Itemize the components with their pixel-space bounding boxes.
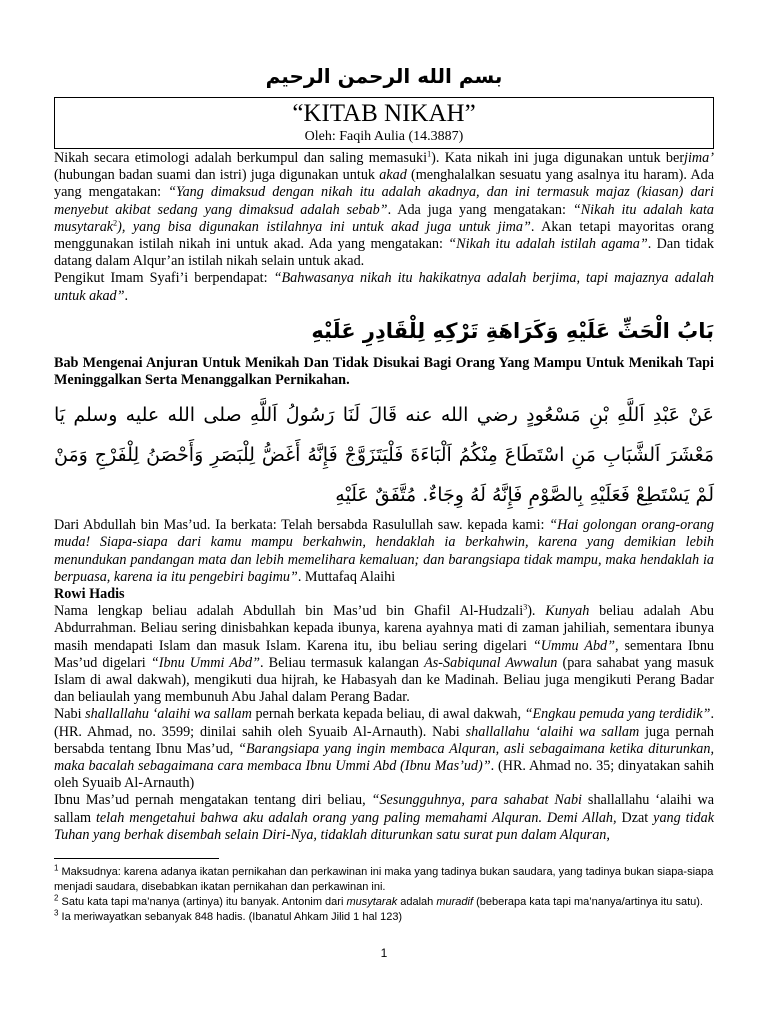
footnote-ref-2[interactable]: 2 xyxy=(113,218,118,228)
arabic-chapter-heading: بَابُ الْحَثِّ عَلَيْهِ وَكَرَاهَةِ تَرْكِهِ لِلْقَادِرِ عَلَيْهِ xyxy=(311,318,714,343)
text-run: (para sahabat yang masuk Islam di awal dakwah), mengikuti dua hijrah, ke Habasyah dan ke Madinah. Beliau juga mengikuti Perang Badar dan beliaulah yang membunuh Abu Jahal dalam Perang Badar. xyxy=(54,654,714,706)
text-run: . (HR. Ahmad no. 35; dinyatakan sahih oleh Syuaib Al-Arnauth) xyxy=(54,758,714,792)
rowi-paragraph-1 xyxy=(54,603,714,706)
italic-term: muradif xyxy=(436,896,474,908)
italic-quote: “Yang dimaksud dengan nikah itu adalah akadnya, dan ini termasuk majaz (kiasan) dari menyebut akibat sedang yang dimaksud adalah sebab” xyxy=(54,184,714,218)
italic-quote: “Bahwasanya nikah itu hakikatnya adalah berjima, tapi majaznya adalah untuk akad” xyxy=(54,270,714,304)
italic-quote: “Nikah itu adalah kata musytarak xyxy=(54,201,715,235)
footnote-1 xyxy=(54,865,714,895)
text-run: Nikah secara etimologi adalah berkumpul dan saling memasuki xyxy=(54,150,428,166)
italic-quote: “Hai golongan orang-orang muda! Siapa-siapa dari kamu mampu berkahwin, hendaklah ia berkahwin, karena yang demikian lebih menundukan pandangan mata dan lebih memelihara kemaluan; dan barangsiapa tidak mampu, maka hendaklah ia berpuasa, karena ia itu pengebiri bagimu” xyxy=(54,517,714,585)
italic-quote: ), yang bisa digunakan istilahnya ini untuk akad juga untuk jima” xyxy=(117,218,531,235)
footnote-text: Satu kata tapi ma’nanya (artinya) itu banyak. Antonim dari xyxy=(58,896,347,908)
italic-term: akad xyxy=(379,167,407,184)
italic-quote: “Nikah itu adalah istilah agama” xyxy=(448,236,648,253)
footnote-text: Ia meriwayatkan sebanyak 848 hadis. (Ibanatul Ahkam Jilid 1 hal 123) xyxy=(58,911,403,923)
text-run: Dzat xyxy=(616,809,654,826)
text-run: , sementara Ibnu Mas’ud digelari xyxy=(54,637,715,671)
text-run: Dari Abdullah bin Mas’ud. Ia berkata: Telah bersabda Rasulullah saw. kepada kami: xyxy=(54,517,550,534)
footnotes-section xyxy=(54,858,714,925)
footnote-number: 2 xyxy=(54,893,59,903)
footnote-text: adalah xyxy=(397,896,437,908)
text-run: . (HR. Ahmad, no. 3599; dinilai sahih oleh Syuaib Al-Arnauth). Nabi xyxy=(54,706,714,740)
arabic-hadith-text: عَنْ عَبْدِ اَللَّهِ بْنِ مَسْعُودٍ رضي الله عنه قَالَ لَنَا رَسُولُ اَللَّهِ صلى الله عليه وسلم يَا مَعْشَرَ اَلشَّبَابِ مَنِ اسْتَطَاعَ مِنْكُمُ اَلْبَاءَةَ فَلْيَتَزَوَّجْ فَإِنَّهُ أَغَضُّ لِلْبَصَرِ وَأَحْصَنُ لِلْفَرْجِ وَمَنْ لَمْ يَسْتَطِعْ فَعَلَيْهِ بِالصَّوْمِ فَإِنَّهُ لَهُ وِجَاءٌ. مُتَّفَقٌ عَلَيْهِ xyxy=(54,404,714,507)
rowi-paragraph-3 xyxy=(54,792,714,844)
footnote-number: 3 xyxy=(54,908,59,918)
italic-term: shallallahu ‘alaihi wa sallam xyxy=(465,723,640,740)
footnote-2 xyxy=(54,895,714,910)
text-run: . xyxy=(124,287,129,304)
italic-term: “Ummu Abd” xyxy=(532,637,616,654)
text-run: . Muttafaq Alaihi xyxy=(297,568,396,585)
footnote-text: (beberapa kata tapi ma’nanya/artinya itu satu). xyxy=(473,896,703,908)
chapter-heading: Bab Mengenai Anjuran Untuk Menikah Dan Tidak Disukai Bagi Orang Yang Mampu Untuk Menikah Tapi Meninggalkan Serta Menanggalkan Pernikahan. xyxy=(54,354,714,389)
text-run: Nama lengkap beliau adalah Abdullah bin Mas’ud bin Ghafil Al-Hudzali xyxy=(54,603,524,620)
text-run: beliau adalah Abu Abdurrahman. Beliau sering dinisbahkan kepada ibunya, karena ayahnya mati di zaman jahiliah, sementara ibunya masih mendapati Islam dan masuk Islam. Karena itu, ibu beliau sering digelari xyxy=(54,603,714,654)
footnote-number: 1 xyxy=(54,863,59,873)
italic-term: shallallahu ‘alaihi wa sallam xyxy=(85,706,252,723)
text-run: (menghalalkan sesuatu yang asalnya itu haram). Ada yang mengatakan: xyxy=(54,167,714,201)
italic-term: “Ibnu Ummi Abd” xyxy=(150,654,261,671)
footnote-text: Maksudnya: karena adanya ikatan pernikahan dan perkawinan ini maka yang tadinya bukan saudara, yang tadinya bukan siapa-siapa menjadi saudara, disebabkan ikatan pernikahan dan perkawinan ini. xyxy=(54,866,714,893)
page-number: 1 xyxy=(380,946,388,960)
basmala-heading: بسم الله الرحمن الرحيم xyxy=(265,64,503,88)
author-line: Oleh: Faqih Aulia (14.3887) xyxy=(304,129,464,144)
italic-quote: yang tidak Tuhan yang berhak disembah selain Diri-Nya, tidaklah diturunkan satu surat pun dalam Alquran, xyxy=(54,809,714,843)
text-run: . Akan tetapi mayoritas orang menggunakan istilah nikah ini untuk akad. Ada yang mengatakan: xyxy=(54,218,714,253)
footnote-ref-1[interactable]: 1 xyxy=(427,149,432,159)
intro-paragraph-2 xyxy=(54,270,714,304)
text-run: (hubungan badan suami dan istri) juga digunakan untuk xyxy=(54,167,380,184)
text-run: pernah berkata kepada beliau, di awal dakwah, xyxy=(251,706,525,723)
text-run: Nabi xyxy=(54,706,86,723)
document-body xyxy=(54,150,714,844)
footnote-divider xyxy=(54,858,219,859)
italic-quote: “Barangsiapa yang ingin membaca Alquran, asli sebagaimana ketika diturunkan, maka bacalah sebagaimana cara membaca Ibnu Ummi Abd (Ibnu Mas’ud)” xyxy=(54,740,714,775)
text-run: ). Kata nikah ini juga digunakan untuk ber xyxy=(431,150,685,166)
text-run: . Beliau termasuk kalangan xyxy=(260,654,425,671)
italic-term: musytarak xyxy=(346,896,398,908)
italic-term: Kunyah xyxy=(545,603,590,620)
italic-quote: “Engkau pemuda yang terdidik” xyxy=(524,706,711,723)
text-run: ). xyxy=(527,603,546,620)
text-run: . Ada juga yang mengatakan: xyxy=(387,201,573,218)
footnote-3 xyxy=(54,910,714,925)
document-title: “KITAB NIKAH” xyxy=(292,100,476,127)
text-run: . Dan tidak datang dalam Alqur’an istilah nikah selain untuk akad. xyxy=(54,236,714,270)
italic-quote: “Sesungguhnya, para sahabat Nabi xyxy=(371,792,583,809)
rowi-heading: Rowi Hadis xyxy=(54,586,125,603)
rowi-paragraph-2 xyxy=(54,706,714,792)
text-run: Pengikut Imam Syafi’i berpendapat: xyxy=(54,270,274,287)
italic-term: jima’ xyxy=(684,150,714,166)
hadith-translation xyxy=(54,517,714,586)
title-box xyxy=(54,97,714,149)
italic-quote: telah mengetahui bahwa aku adalah orang yang paling memahami Alquran. Demi Allah, xyxy=(95,809,617,826)
text-run: juga pernah bersabda tentang Ibnu Mas’ud, xyxy=(54,723,714,757)
footnote-ref-3[interactable]: 3 xyxy=(523,602,528,612)
text-run: shallallahu ‘alaihi wa sallam xyxy=(54,792,714,826)
text-run: Ibnu Mas’ud pernah mengatakan tentang diri beliau, xyxy=(54,792,372,809)
italic-term: As-Sabiqunal Awwalun xyxy=(424,654,558,671)
intro-paragraph-1 xyxy=(54,150,714,270)
